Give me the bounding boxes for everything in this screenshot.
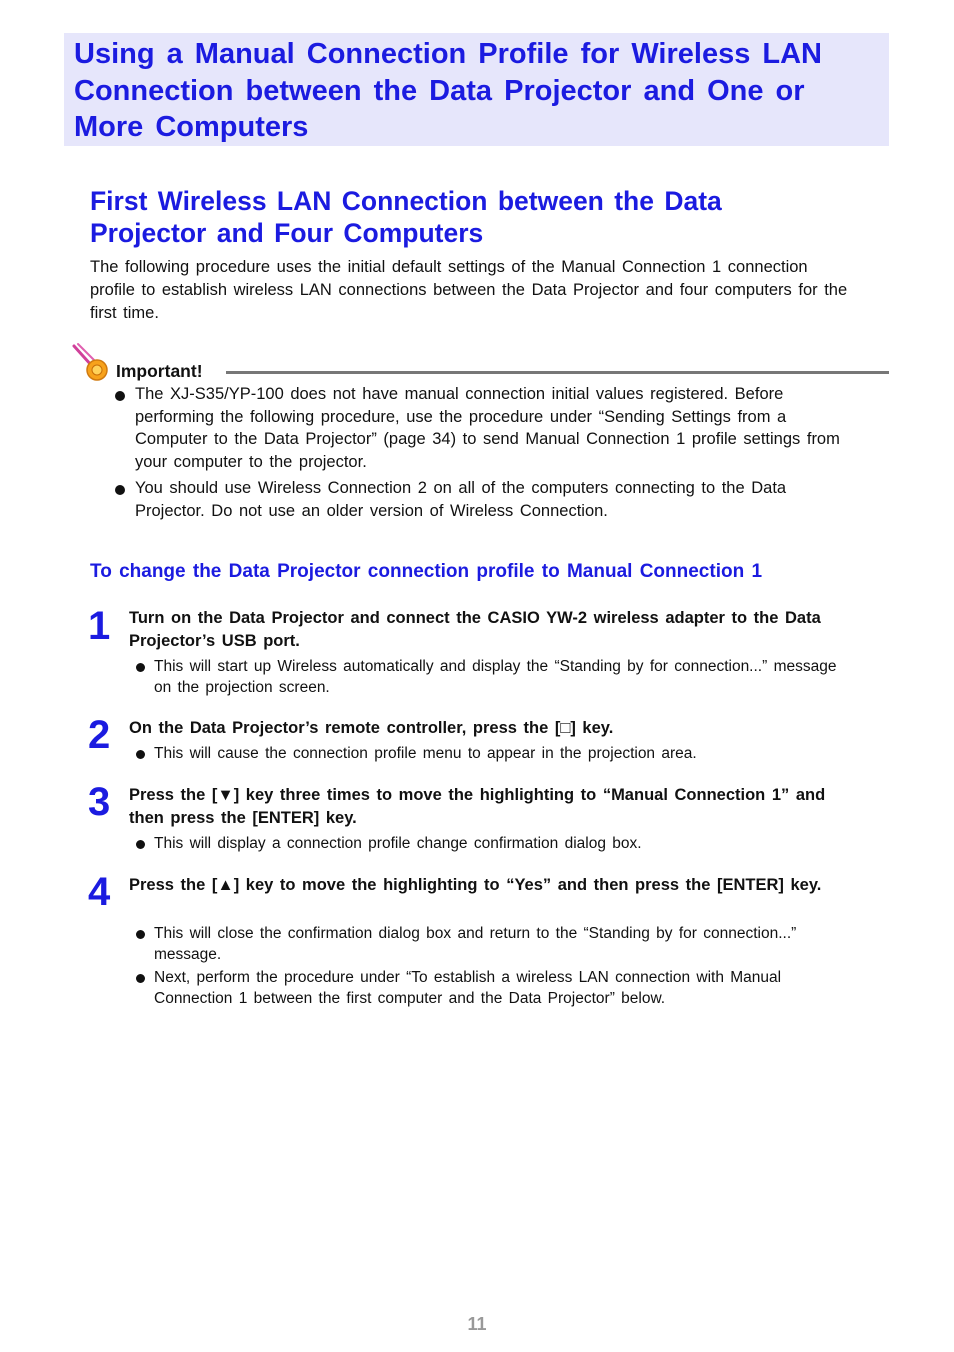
list-item: Next, perform the procedure under “To establish a wireless LAN connection with Manual Connection 1 between the first computer and the Data Projector” below. xyxy=(154,968,854,1009)
list-item: This will display a connection profile change confirmation dialog box. xyxy=(154,834,854,855)
page-title: Using a Manual Connection Profile for Wireless LAN Connection between the Data Projector and One or More Computers xyxy=(74,38,823,143)
bullet-icon xyxy=(115,485,125,495)
step-notes xyxy=(154,924,854,1012)
list-item: This will close the confirmation dialog box and return to the “Standing by for connection...” message. xyxy=(154,924,854,965)
bullet-icon xyxy=(136,840,145,849)
step-notes xyxy=(154,657,854,701)
section-heading: First Wireless LAN Connection between the Data Projector and Four Computers xyxy=(90,186,722,248)
step-notes xyxy=(154,744,854,768)
step-title: Press the [▲] key to move the highlighting to “Yes” and then press the [ENTER] key. xyxy=(129,876,822,894)
step-number: 4 xyxy=(88,870,111,914)
procedure-heading: To change the Data Projector connection profile to Manual Connection 1 xyxy=(90,561,763,582)
step-number: 2 xyxy=(88,713,111,757)
list-item: The XJ-S35/YP-100 does not have manual connection initial values registered. Before performing the following procedure, use the procedure under “Sending Settings from a Computer to the Data Projector” (page 34) to send Manual Connection 1 profile settings from your computer to the projector. xyxy=(135,383,860,474)
important-list xyxy=(135,383,860,525)
page-number: 11 xyxy=(467,1314,487,1334)
step-number: 1 xyxy=(88,604,111,648)
title-banner xyxy=(64,33,889,146)
step-number: 3 xyxy=(88,780,111,824)
bullet-icon xyxy=(136,663,145,672)
important-label: Important! xyxy=(116,361,203,381)
step-title: On the Data Projector’s remote controller, press the [□] key. xyxy=(129,719,614,737)
step-notes xyxy=(154,834,854,858)
bullet-icon xyxy=(136,750,145,759)
bullet-icon xyxy=(136,930,145,939)
bullet-icon xyxy=(115,391,125,401)
intro-paragraph: The following procedure uses the initial default settings of the Manual Connection 1 connection profile to establish wireless LAN connections between the Data Projector and four computers for the first time. xyxy=(90,258,848,322)
list-item: This will cause the connection profile menu to appear in the projection area. xyxy=(154,744,854,765)
list-item: This will start up Wireless automatically and display the “Standing by for connection...” message on the projection screen. xyxy=(154,657,854,698)
pushpin-icon xyxy=(70,342,112,382)
step-title: Turn on the Data Projector and connect the CASIO YW-2 wireless adapter to the Data Projector’s USB port. xyxy=(129,609,821,650)
important-divider xyxy=(226,371,889,374)
bullet-icon xyxy=(136,974,145,983)
step-title: Press the [▼] key three times to move the highlighting to “Manual Connection 1” and then press the [ENTER] key. xyxy=(129,786,826,827)
list-item: You should use Wireless Connection 2 on all of the computers connecting to the Data Projector. Do not use an older version of Wireless Connection. xyxy=(135,477,860,522)
